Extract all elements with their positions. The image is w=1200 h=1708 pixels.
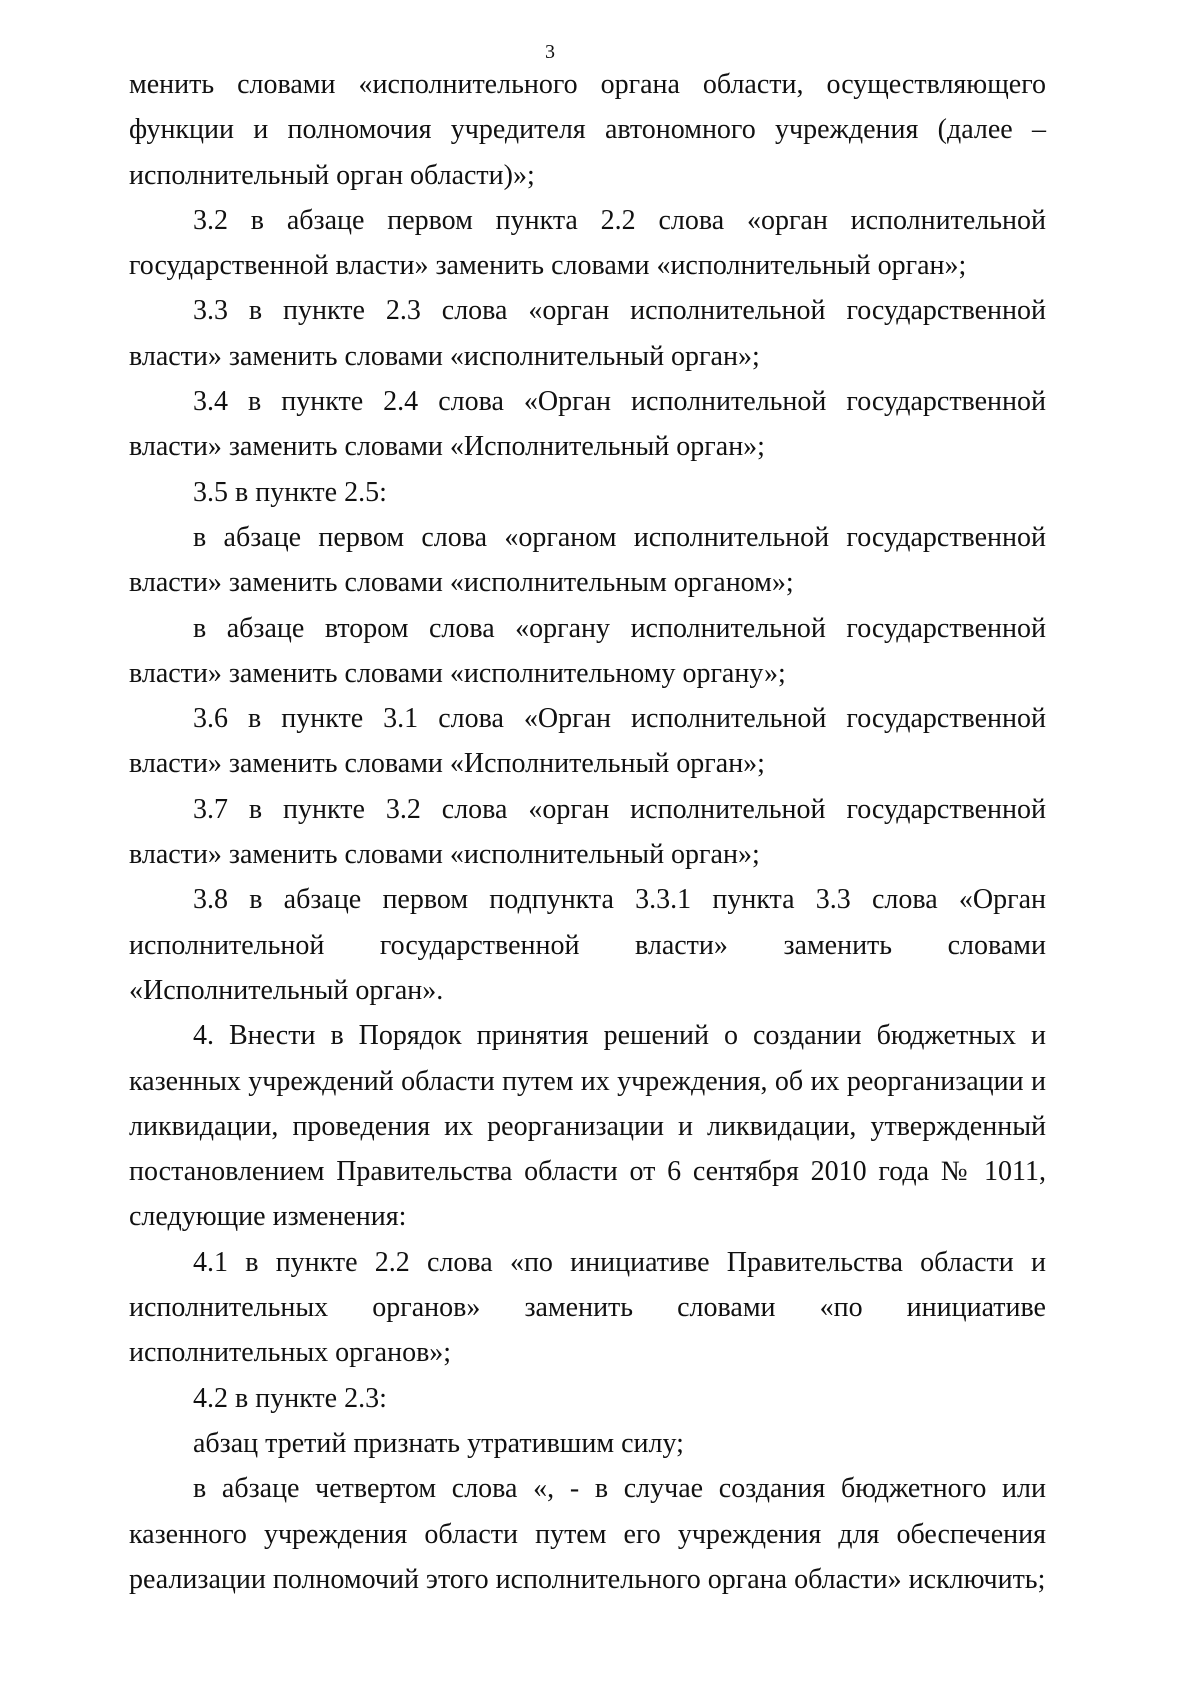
paragraph-continuation: менить словами «исполнительного органа области, осуществляющего функции и полномочия учредителя автономного учреждения (далее – исполнительный орган области)»; [129,69,1046,191]
paragraph-4-1: 4.1 в пункте 2.2 слова «по инициативе Правительства области и исполнительных органов» заменить словами «по инициативе исполнительных органов»; [129,1246,1046,1369]
paragraph-3-5-second: в абзаце втором слова «органу исполнительной государственной власти» заменить словами «исполнительному органу»; [129,612,1046,689]
document-body [129,62,1046,1602]
paragraph-3-2: 3.2 в абзаце первом пункта 2.2 слова «орган исполнительной государственной власти» заменить словами «исполнительный орган»; [129,204,1046,282]
page-number: 3 [545,41,555,63]
paragraph-4: 4. Внести в Порядок принятия решений о создании бюджетных и казенных учреждений области путем их учреждения, об их реорганизации и ликвидации, проведения их реорганизации и ликвидации, утвержденный постановлением Правительства области от 6 сентября 2010 года № 1011, следующие изменения: [129,1020,1046,1233]
paragraph-3-3: 3.3 в пункте 2.3 слова «орган исполнительной государственной власти» заменить словами «исполнительный орган»; [129,295,1046,372]
paragraph-4-2-fourth: в абзаце четвертом слова «, - в случае создания бюджетного или казенного учреждения области путем его учреждения для обеспечения реализации полномочий этого исполнительного органа области» исключить; [129,1473,1046,1595]
paragraph-4-2: 4.2 в пункте 2.3: [193,1382,387,1414]
paragraph-3-7: 3.7 в пункте 3.2 слова «орган исполнительной государственной власти» заменить словами «исполнительный орган»; [129,793,1046,871]
paragraph-3-5-first: в абзаце первом слова «органом исполнительной государственной власти» заменить словами «исполнительным органом»; [129,521,1046,599]
paragraph-3-4: 3.4 в пункте 2.4 слова «Орган исполнительной государственной власти» заменить словами «Исполнительный орган»; [129,386,1046,463]
paragraph-3-8: 3.8 в абзаце первом подпункта 3.3.1 пункта 3.3 слова «Орган исполнительной государственной власти» заменить словами «Исполнительный орган». [129,884,1046,1006]
paragraph-3-6: 3.6 в пункте 3.1 слова «Орган исполнительной государственной власти» заменить словами «Исполнительный орган»; [129,703,1046,780]
paragraph-3-5: 3.5 в пункте 2.5: [193,476,387,508]
paragraph-4-2-third: абзац третий признать утратившим силу; [193,1427,684,1459]
